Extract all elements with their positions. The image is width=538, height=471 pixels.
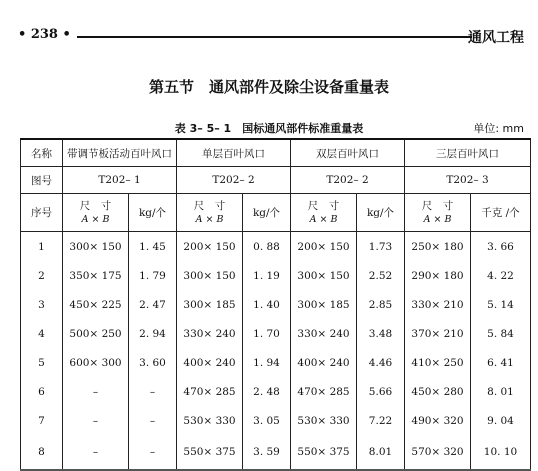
weight-header: 千克 /个 bbox=[471, 194, 531, 232]
weight-cell: 3. 59 bbox=[243, 435, 291, 470]
table-row bbox=[21, 261, 531, 290]
weight-header: kg/个 bbox=[243, 194, 291, 232]
table-row bbox=[21, 406, 531, 435]
size-label: 尺 寸 bbox=[79, 199, 112, 212]
weight-cell: 6. 41 bbox=[471, 348, 531, 377]
size-cell: 500× 250 bbox=[63, 319, 129, 348]
group-name: 单层百叶风口 bbox=[177, 139, 291, 167]
size-cell: 350× 175 bbox=[63, 261, 129, 290]
size-cell: 470× 285 bbox=[177, 377, 243, 406]
weight-cell: 2.85 bbox=[357, 290, 405, 319]
row-index: 8 bbox=[21, 435, 63, 470]
group-name: 双层百叶风口 bbox=[291, 139, 405, 167]
size-cell: 490× 320 bbox=[405, 406, 471, 435]
row-index: 2 bbox=[21, 261, 63, 290]
page-header bbox=[0, 27, 538, 47]
table-row bbox=[21, 348, 531, 377]
size-cell: – bbox=[63, 406, 129, 435]
weight-cell: 5. 84 bbox=[471, 319, 531, 348]
size-cell: 600× 300 bbox=[63, 348, 129, 377]
weight-cell: 3. 60 bbox=[129, 348, 177, 377]
size-sub: A × B bbox=[81, 213, 110, 225]
weight-cell: 2. 48 bbox=[243, 377, 291, 406]
weight-cell: 10. 10 bbox=[471, 435, 531, 470]
size-cell: 300× 150 bbox=[177, 261, 243, 290]
drawing-row bbox=[21, 167, 531, 194]
weight-cell: 1. 19 bbox=[243, 261, 291, 290]
table-row bbox=[21, 319, 531, 348]
weight-cell: 9. 04 bbox=[471, 406, 531, 435]
weight-cell: 4. 22 bbox=[471, 261, 531, 290]
row-index: 4 bbox=[21, 319, 63, 348]
table-row bbox=[21, 290, 531, 319]
row-index: 5 bbox=[21, 348, 63, 377]
weight-cell: 2. 94 bbox=[129, 319, 177, 348]
size-cell: 450× 225 bbox=[63, 290, 129, 319]
weight-cell: 0. 88 bbox=[243, 232, 291, 262]
weight-cell: 1.73 bbox=[357, 232, 405, 262]
weight-cell: – bbox=[129, 377, 177, 406]
size-cell: 400× 240 bbox=[177, 348, 243, 377]
size-cell: 200× 150 bbox=[177, 232, 243, 262]
weight-cell: 2. 47 bbox=[129, 290, 177, 319]
size-cell: 330× 210 bbox=[405, 290, 471, 319]
size-cell: 250× 180 bbox=[405, 232, 471, 262]
weight-cell: 8.01 bbox=[357, 435, 405, 470]
weight-cell: 8. 01 bbox=[471, 377, 531, 406]
group-name: 三层百叶风口 bbox=[405, 139, 531, 167]
table-row bbox=[21, 435, 531, 470]
size-cell: 300× 185 bbox=[177, 290, 243, 319]
weight-cell: 1. 40 bbox=[243, 290, 291, 319]
size-cell: 300× 150 bbox=[63, 232, 129, 262]
size-label: 尺 寸 bbox=[307, 199, 340, 212]
running-title: 通风工程 bbox=[468, 30, 524, 46]
size-cell: 570× 320 bbox=[405, 435, 471, 470]
size-cell: 470× 285 bbox=[291, 377, 357, 406]
size-cell: 200× 150 bbox=[291, 232, 357, 262]
page-number: • 238 • bbox=[18, 27, 71, 42]
size-header bbox=[405, 194, 471, 232]
weight-cell: 1. 94 bbox=[243, 348, 291, 377]
table-row bbox=[21, 377, 531, 406]
drawing-number: T202– 2 bbox=[177, 167, 291, 194]
weight-cell: 4.46 bbox=[357, 348, 405, 377]
size-cell: 330× 240 bbox=[177, 319, 243, 348]
size-sub: A × B bbox=[195, 213, 224, 225]
row-index: 7 bbox=[21, 406, 63, 435]
weight-cell: 5. 14 bbox=[471, 290, 531, 319]
section-title: 第五节 通风部件及除尘设备重量表 bbox=[148, 78, 389, 96]
size-header bbox=[63, 194, 129, 232]
size-cell: 290× 180 bbox=[405, 261, 471, 290]
row-index: 3 bbox=[21, 290, 63, 319]
size-cell: 530× 330 bbox=[291, 406, 357, 435]
weight-cell: 7.22 bbox=[357, 406, 405, 435]
weight-cell: 3. 66 bbox=[471, 232, 531, 262]
size-cell: 330× 240 bbox=[291, 319, 357, 348]
name-row bbox=[21, 139, 531, 167]
index-label: 序号 bbox=[21, 194, 63, 232]
weight-cell: 1. 79 bbox=[129, 261, 177, 290]
size-cell: – bbox=[63, 435, 129, 470]
weight-cell: 3. 05 bbox=[243, 406, 291, 435]
weight-header: kg/个 bbox=[129, 194, 177, 232]
size-cell: 410× 250 bbox=[405, 348, 471, 377]
weight-cell: – bbox=[129, 435, 177, 470]
column-header-row bbox=[21, 194, 531, 232]
weight-cell: 3.48 bbox=[357, 319, 405, 348]
row-index: 1 bbox=[21, 232, 63, 262]
size-cell: 300× 150 bbox=[291, 261, 357, 290]
size-cell: 550× 375 bbox=[291, 435, 357, 470]
drawing-label: 图号 bbox=[21, 167, 63, 194]
size-cell: 300× 185 bbox=[291, 290, 357, 319]
unit-label: 单位: mm bbox=[473, 122, 524, 135]
group-name: 带调节板活动百叶风口 bbox=[63, 139, 177, 167]
table-row bbox=[21, 232, 531, 262]
size-header bbox=[177, 194, 243, 232]
drawing-number: T202– 2 bbox=[291, 167, 405, 194]
row-index: 6 bbox=[21, 377, 63, 406]
size-header bbox=[291, 194, 357, 232]
size-sub: A × B bbox=[423, 213, 452, 225]
size-cell: 450× 280 bbox=[405, 377, 471, 406]
weight-cell: 1. 70 bbox=[243, 319, 291, 348]
weight-cell: 1. 45 bbox=[129, 232, 177, 262]
size-cell: 370× 210 bbox=[405, 319, 471, 348]
size-label: 尺 寸 bbox=[193, 199, 226, 212]
weight-cell: – bbox=[129, 406, 177, 435]
name-label: 名称 bbox=[21, 139, 63, 167]
drawing-number: T202– 3 bbox=[405, 167, 531, 194]
size-cell: – bbox=[63, 377, 129, 406]
weight-cell: 2.52 bbox=[357, 261, 405, 290]
table-caption: 表 3– 5– 1 国标通风部件标准重量表 bbox=[174, 122, 364, 135]
weight-header: kg/个 bbox=[357, 194, 405, 232]
size-cell: 400× 240 bbox=[291, 348, 357, 377]
weight-table bbox=[20, 138, 531, 471]
size-cell: 550× 375 bbox=[177, 435, 243, 470]
weight-cell: 5.66 bbox=[357, 377, 405, 406]
size-cell: 530× 330 bbox=[177, 406, 243, 435]
size-sub: A × B bbox=[309, 213, 338, 225]
drawing-number: T202– 1 bbox=[63, 167, 177, 194]
header-rule bbox=[77, 36, 472, 38]
size-label: 尺 寸 bbox=[421, 199, 454, 212]
